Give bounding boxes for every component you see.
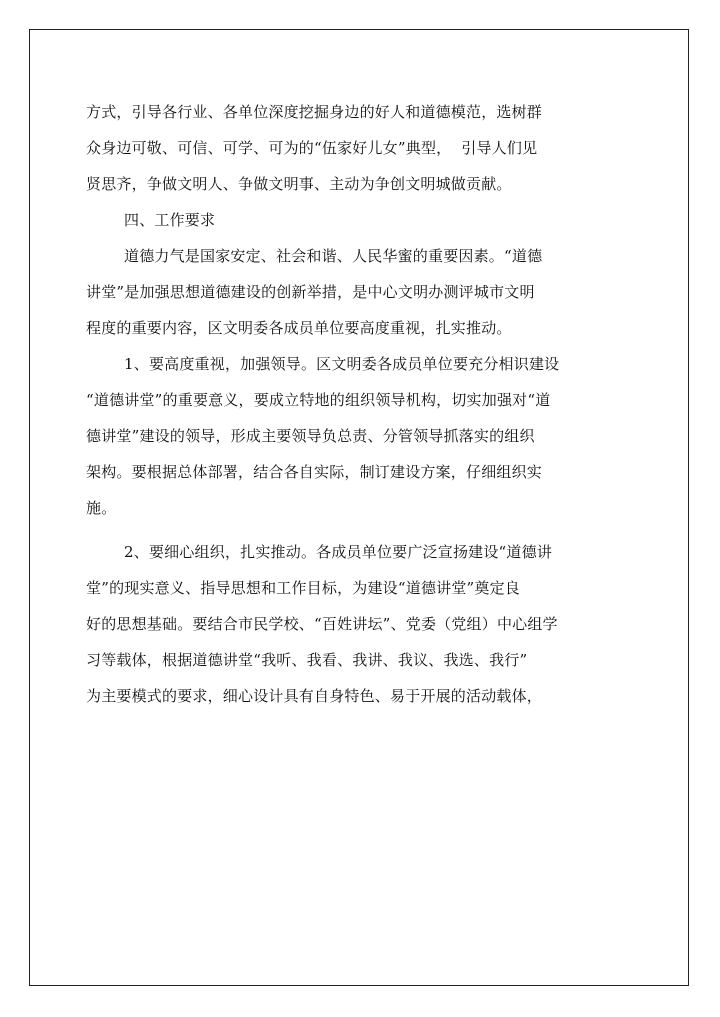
text-line-1: 方式，引导各行业、各单位深度挖掘身边的好人和道德模范，选树群	[86, 103, 543, 121]
text-line-15: 好的思想基础。要结合市民学校、“百姓讲坛”、党委（党组）中心组学	[86, 615, 558, 633]
text-line-2: 众身边可敬、可信、可学、可为的“伍家好儿女”典型， 引导人们见	[86, 139, 538, 157]
text-line-17: 为主要模式的要求，细心设计具有自身特色、易于开展的活动载体，	[86, 687, 543, 705]
text-line-10: 德讲堂”建设的领导，形成主要领导负总责、分管领导抓落实的组织	[86, 427, 535, 445]
text-line-13: 2、要细心组织，扎实推动。各成员单位要广泛宣扬建设“道德讲	[124, 543, 553, 561]
text-line-3: 贤思齐，争做文明人、争做文明事、主动为争创文明城做贡献。	[86, 175, 512, 193]
paragraph-spacer	[86, 526, 634, 534]
text-line-6: 讲堂”是加强思想道德建设的创新举措，是中心文明办测评城市文明	[86, 283, 535, 301]
text-line-11: 架构。要根据总体部署，结合各自实际，制订建设方案，仔细组织实	[86, 463, 543, 481]
text-line-9: “道德讲堂”的重要意义，要成立特地的组织领导机构，切实加强对“道	[86, 391, 551, 409]
text-line-12: 施。	[86, 499, 117, 517]
text-line-14: 堂”的现实意义、指导思想和工作目标，为建设“道德讲堂”奠定良	[86, 579, 521, 597]
text-line-8: 1、要高度重视，加强领导。区文明委各成员单位要充分相识建设	[124, 355, 560, 373]
text-line-5: 道德力气是国家安定、社会和谐、人民华蜜的重要因素。“道德	[124, 247, 543, 265]
text-line-7: 程度的重要内容，区文明委各成员单位要高度重视，扎实推动。	[86, 319, 512, 337]
text-line-16: 习等载体，根据道德讲堂“我听、我看、我讲、我议、我选、我行”	[86, 651, 528, 669]
section-heading: 四、工作要求	[124, 211, 216, 229]
document-body	[86, 94, 634, 714]
